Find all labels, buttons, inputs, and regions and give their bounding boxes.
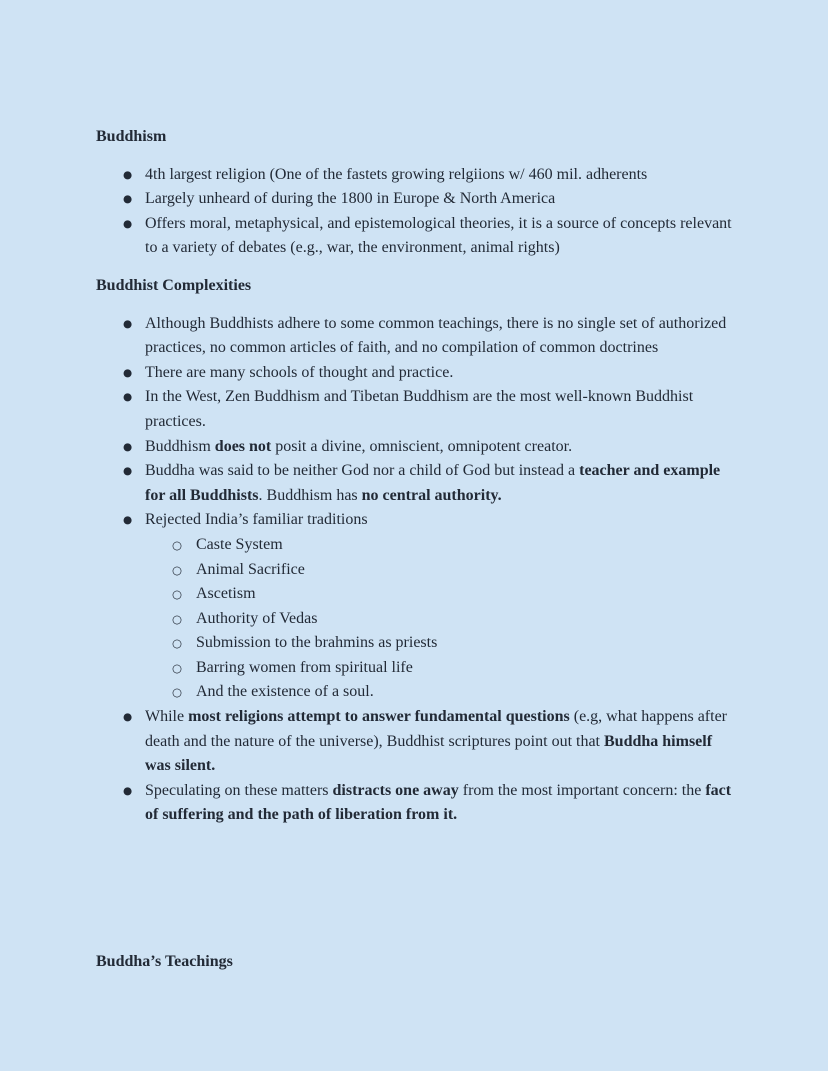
list-item-text — [145, 361, 732, 386]
circle-bullet-icon: ○ — [172, 660, 183, 675]
list-item-text — [145, 187, 732, 212]
list-item — [96, 361, 732, 386]
text-run: In the West, Zen Buddhism and Tibetan Buddhism are the most well-known Buddhist practices. — [145, 388, 694, 430]
text-run: Ascetism — [196, 585, 256, 603]
bullet-icon: ● — [123, 711, 133, 724]
list-item-text — [196, 533, 732, 558]
bullet-icon: ● — [123, 366, 133, 379]
bold-text-run: teacher and example for all Buddhists — [145, 462, 721, 504]
text-run: Largely unheard of during the 1800 in Europe & North America — [145, 190, 556, 208]
list-item-text — [145, 163, 732, 188]
text-run: . Buddhism has — [258, 486, 362, 504]
text-run: Speculating on these matters — [145, 781, 333, 799]
text-run: Although Buddhists adhere to some common teachings, there is no single set of authorized practices, no common articles of faith, and no compilation of common doctrines — [145, 314, 727, 357]
list-item — [96, 385, 732, 434]
sub-list-item — [96, 656, 732, 681]
circle-bullet-icon: ○ — [172, 562, 183, 577]
list-item-text — [196, 558, 732, 583]
bullet-icon: ● — [123, 440, 133, 453]
circle-bullet-icon: ○ — [172, 537, 183, 552]
text-run: While — [145, 708, 189, 726]
document-section — [96, 125, 732, 261]
list-item — [96, 705, 732, 779]
bold-text-run: distracts one away — [332, 781, 459, 799]
sub-list-item — [96, 607, 732, 632]
list-item — [96, 779, 732, 828]
bullet-list — [96, 163, 732, 261]
list-item-text — [196, 607, 732, 632]
list-item-text — [145, 312, 732, 361]
sub-list-item — [96, 582, 732, 607]
list-item-text — [145, 435, 732, 460]
text-run: Authority of Vedas — [196, 609, 318, 627]
circle-bullet-icon: ○ — [172, 636, 183, 651]
text-run: (e.g, what happens after death and the nature of the universe), Buddhist scriptures point out that — [145, 708, 727, 750]
list-item — [96, 212, 732, 261]
text-run: Submission to the brahmins as priests — [196, 634, 438, 652]
bullet-icon: ● — [123, 784, 133, 797]
list-item-text — [145, 385, 732, 434]
circle-bullet-icon: ○ — [172, 587, 183, 602]
text-run: Buddhism — [145, 437, 215, 455]
text-run: Offers moral, metaphysical, and epistemological theories, it is a source of concepts relevant to a variety of debates (e.g., war, the environment, animal rights) — [145, 214, 732, 257]
bullet-icon: ● — [123, 168, 133, 181]
sub-list-item — [96, 631, 732, 656]
document-section — [96, 950, 732, 975]
list-item — [96, 163, 732, 188]
bullet-icon: ● — [123, 514, 133, 527]
text-run: Caste System — [196, 535, 283, 553]
bold-text-run: fact of suffering and the path of liberation from it. — [145, 781, 732, 824]
document-section — [96, 274, 732, 828]
bold-text-run: most religions attempt to answer fundamental questions — [188, 708, 570, 726]
bullet-icon: ● — [123, 193, 133, 206]
section-heading: Buddhism — [96, 128, 167, 145]
circle-bullet-icon: ○ — [172, 611, 183, 626]
list-item-text — [196, 631, 732, 656]
text-run: from the most important concern: the — [458, 781, 706, 799]
bold-text-run: Buddha himself was silent. — [145, 732, 713, 775]
bullet-icon: ● — [123, 465, 133, 478]
list-item-text — [145, 459, 732, 508]
circle-bullet-icon: ○ — [172, 685, 183, 700]
text-run: posit a divine, omniscient, omnipotent creator. — [271, 437, 573, 455]
bullet-icon: ● — [123, 391, 133, 404]
bullet-list — [96, 312, 732, 828]
list-item — [96, 508, 732, 533]
list-item-text — [145, 779, 732, 828]
list-item — [96, 312, 732, 361]
list-item-text — [196, 656, 732, 681]
text-run: Animal Sacrifice — [196, 560, 305, 578]
sub-list-item — [96, 558, 732, 583]
section-heading: Buddhist Complexities — [96, 276, 252, 294]
text-run: Barring women from spiritual life — [196, 658, 413, 676]
text-run: 4th largest religion (One of the fastets growing relgiions w/ 460 mil. adherents — [145, 165, 648, 183]
list-item — [96, 187, 732, 212]
sub-list-item — [96, 680, 732, 705]
list-item-text — [196, 680, 732, 705]
section-heading: Buddha’s Teachings — [96, 953, 233, 971]
text-run: There are many schools of thought and practice. — [145, 363, 454, 381]
sub-list-item — [96, 533, 732, 558]
text-run: And the existence of a soul. — [196, 683, 374, 701]
list-item-text — [145, 508, 732, 533]
text-run: Buddha was said to be neither God nor a child of God but instead a — [145, 462, 580, 480]
list-item — [96, 435, 732, 460]
list-item-text — [196, 582, 732, 607]
text-run: Rejected India’s familiar traditions — [145, 511, 368, 529]
bold-text-run: no central authority. — [361, 486, 502, 504]
document-content — [96, 125, 732, 975]
list-item-text — [145, 212, 732, 261]
bullet-icon: ● — [123, 217, 133, 230]
list-item-text — [145, 705, 732, 779]
bold-text-run: does not — [214, 437, 272, 455]
list-item — [96, 459, 732, 508]
bullet-icon: ● — [123, 317, 133, 330]
